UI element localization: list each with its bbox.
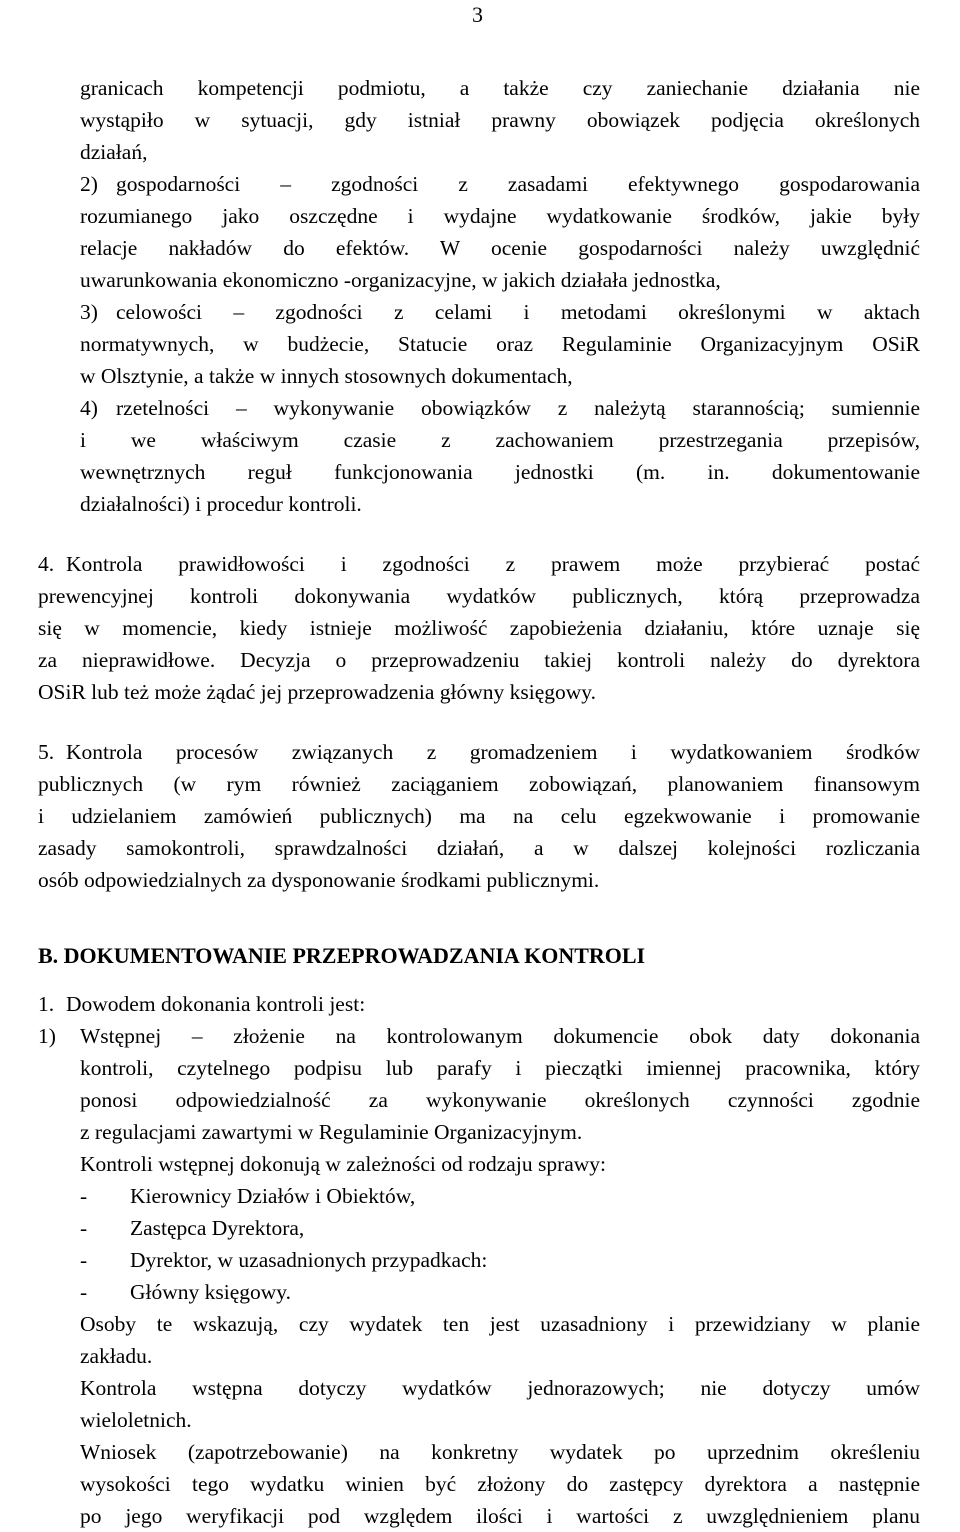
text-line: Osoby te wskazują, czy wydatek ten jest uzasadniony i przewidziany w planie bbox=[80, 1312, 920, 1336]
text-line: się w momencie, kiedy istnieje możliwość zapobieżenia działaniu, które uznaje się bbox=[38, 616, 920, 640]
list-marker: 4) bbox=[80, 396, 98, 420]
text-line: rozumianego jako oszczędne i wydajne wydatkowanie środków, jakie były bbox=[80, 204, 920, 228]
text-line: wysokości tego wydatku winien być złożony do zastępcy dyrektora a następnie bbox=[80, 1472, 920, 1496]
text-line: i we właściwym czasie z zachowaniem przestrzegania przepisów, bbox=[80, 428, 920, 452]
list-item: Zastępca Dyrektora, bbox=[130, 1216, 305, 1240]
text-line: działań, bbox=[80, 140, 148, 164]
section-number: 4. bbox=[38, 552, 55, 576]
text-line: relacje nakładów do efektów. W ocenie gospodarności należy uwzględnić bbox=[80, 236, 920, 260]
list-item: Główny księgowy. bbox=[130, 1280, 292, 1304]
dash-marker: - bbox=[80, 1184, 88, 1208]
text-line: ponosi odpowiedzialność za wykonywanie określonych czynności zgodnie bbox=[80, 1088, 920, 1112]
list-marker: 3) bbox=[80, 300, 98, 324]
text-line: po jego weryfikacji pod względem ilości i wartości z uwzględnieniem planu bbox=[80, 1504, 920, 1528]
section-number: 5. bbox=[38, 740, 55, 764]
text-line: za nieprawidłowe. Decyzja o przeprowadzeniu takiej kontroli należy do dyrektora bbox=[38, 648, 920, 672]
section-number: 1. bbox=[38, 992, 55, 1016]
text-line: wieloletnich. bbox=[80, 1408, 192, 1432]
list-item: Kierownicy Działów i Obiektów, bbox=[130, 1184, 416, 1208]
dash-marker: - bbox=[80, 1216, 88, 1240]
text-line: wewnętrznych reguł funkcjonowania jednostki (m. in. dokumentowanie bbox=[80, 460, 920, 484]
text-line: Kontrola prawidłowości i zgodności z prawem może przybierać postać bbox=[66, 552, 920, 576]
text-line: Dowodem dokonania kontroli jest: bbox=[66, 992, 366, 1016]
text-line: osób odpowiedzialnych za dysponowanie środkami publicznymi. bbox=[38, 868, 600, 892]
text-line: gospodarności – zgodności z zasadami efektywnego gospodarowania bbox=[116, 172, 920, 196]
text-line: i udzielaniem zamówień publicznych) ma na celu egzekwowanie i promowanie bbox=[38, 804, 920, 828]
text-line: Kontrola wstępna dotyczy wydatków jednorazowych; nie dotyczy umów bbox=[80, 1376, 920, 1400]
text-line: w Olsztynie, a także w innych stosownych dokumentach, bbox=[80, 364, 573, 388]
text-line: Kontroli wstępnej dokonują w zależności od rodzaju sprawy: bbox=[80, 1152, 607, 1176]
text-line: wystąpiło w sytuacji, gdy istniał prawny obowiązek podjęcia określonych bbox=[80, 108, 920, 132]
text-line: zasady samokontroli, sprawdzalności działań, a w dalszej kolejności rozliczania bbox=[38, 836, 920, 860]
text-line: zakładu. bbox=[80, 1344, 153, 1368]
text-line: rzetelności – wykonywanie obowiązków z należytą starannością; sumiennie bbox=[116, 396, 920, 420]
text-line: prewencyjnej kontroli dokonywania wydatków publicznych, którą przeprowadza bbox=[38, 584, 920, 608]
text-line: normatywnych, w budżecie, Statucie oraz Regulaminie Organizacyjnym OSiR bbox=[80, 332, 920, 356]
text-line: publicznych (w rym również zaciąganiem zobowiązań, planowaniem finansowym bbox=[38, 772, 920, 796]
text-line: Wniosek (zapotrzebowanie) na konkretny wydatek po uprzednim określeniu bbox=[80, 1440, 920, 1464]
list-marker: 1) bbox=[38, 1024, 56, 1048]
text-line: Wstępnej – złożenie na kontrolowanym dokumencie obok daty dokonania bbox=[80, 1024, 920, 1048]
text-line: uwarunkowania ekonomiczno -organizacyjne, w jakich działała jednostka, bbox=[80, 268, 721, 292]
dash-marker: - bbox=[80, 1280, 88, 1304]
page-number: 3 bbox=[472, 2, 483, 27]
text-line: OSiR lub też może żądać jej przeprowadzenia główny księgowy. bbox=[38, 680, 597, 704]
text-line: granicach kompetencji podmiotu, a także czy zaniechanie działania nie bbox=[80, 76, 920, 100]
list-marker: 2) bbox=[80, 172, 98, 196]
list-item: Dyrektor, w uzasadnionych przypadkach: bbox=[130, 1248, 488, 1272]
dash-marker: - bbox=[80, 1248, 88, 1272]
text-line: Kontrola procesów związanych z gromadzeniem i wydatkowaniem środków bbox=[66, 740, 920, 764]
text-line: kontroli, czytelnego podpisu lub parafy i pieczątki imiennej pracownika, który bbox=[80, 1056, 920, 1080]
text-line: działalności) i procedur kontroli. bbox=[80, 492, 362, 516]
text-line: celowości – zgodności z celami i metodami określonymi w aktach bbox=[116, 300, 920, 324]
text-line: z regulacjami zawartymi w Regulaminie Organizacyjnym. bbox=[80, 1120, 583, 1144]
section-heading: B. DOKUMENTOWANIE PRZEPROWADZANIA KONTROLI bbox=[38, 943, 646, 968]
